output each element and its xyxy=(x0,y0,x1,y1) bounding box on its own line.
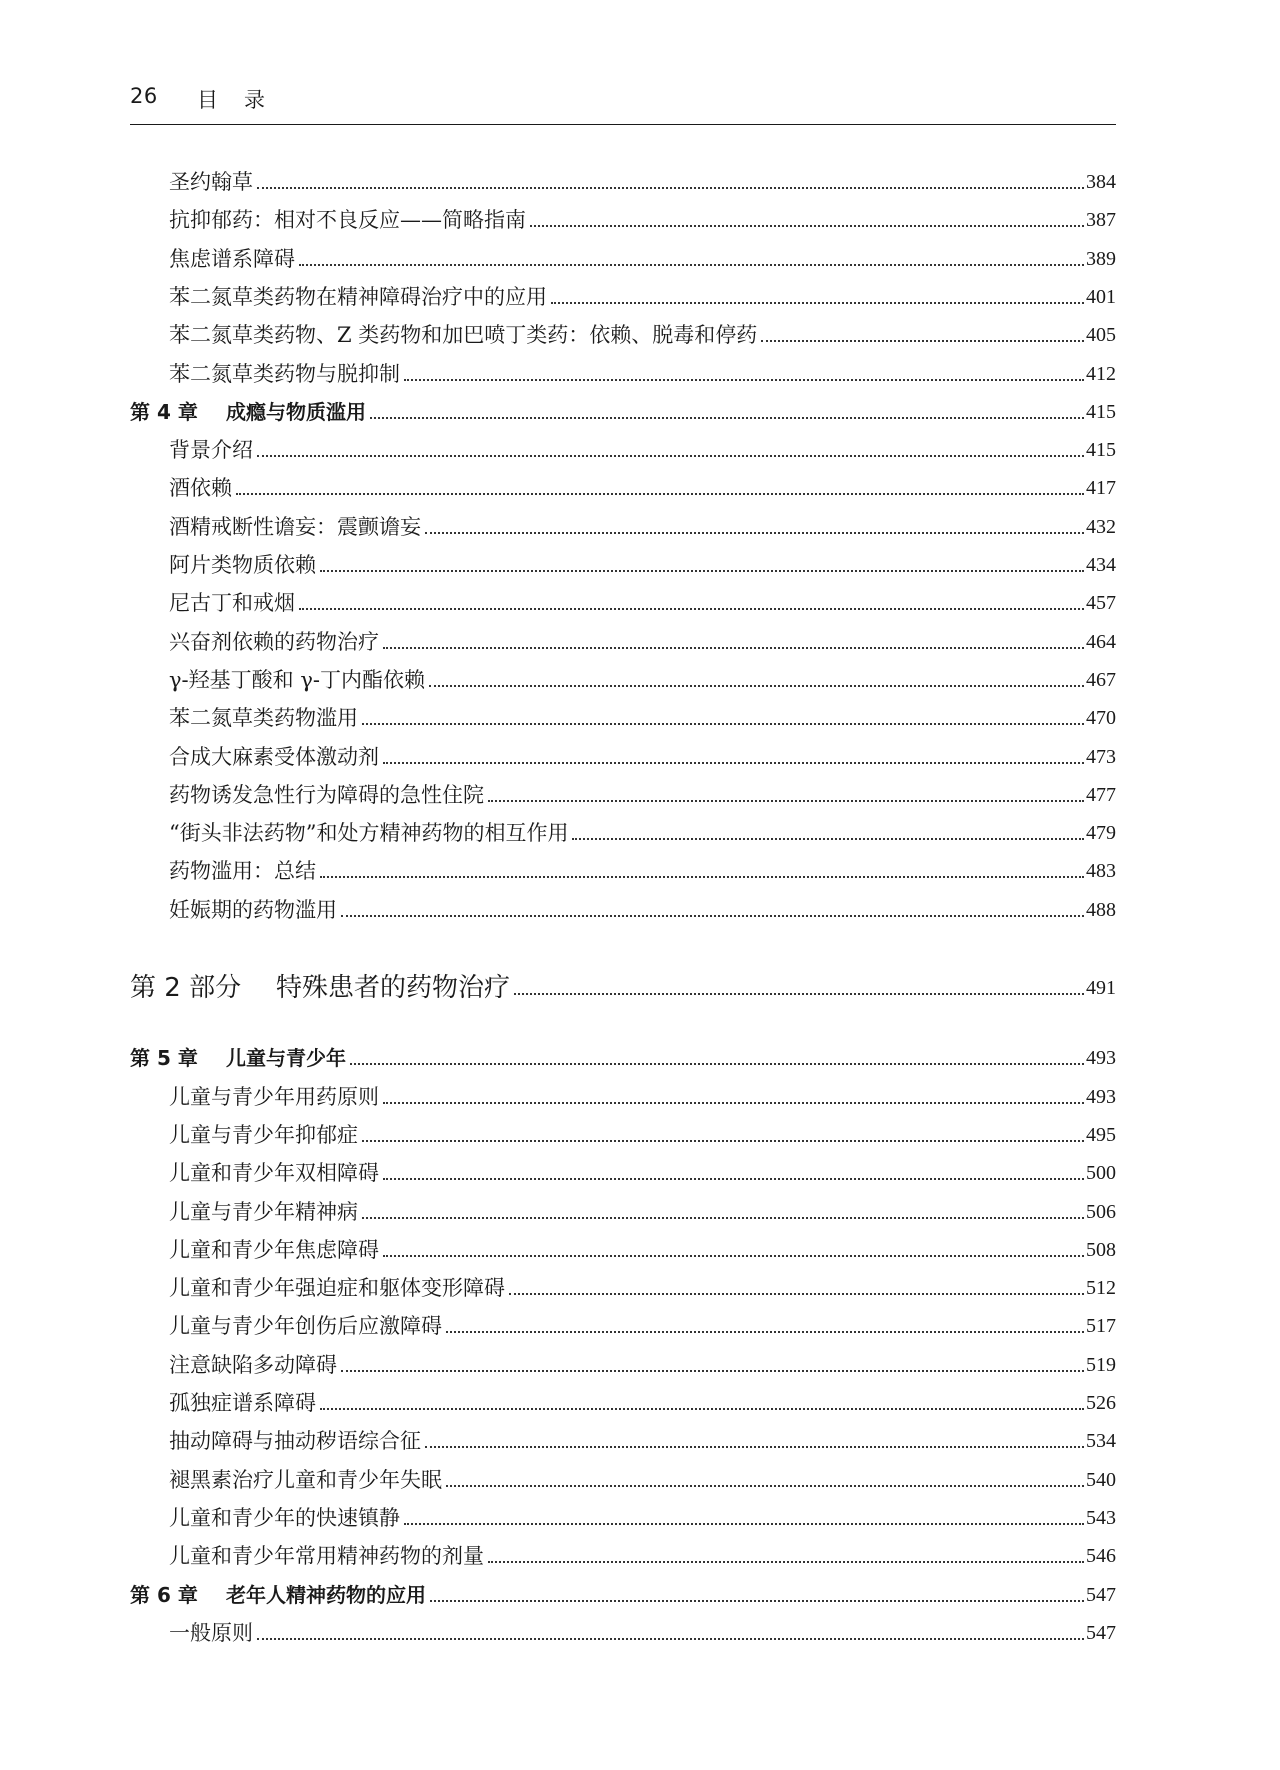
dot-leader xyxy=(761,340,1084,342)
toc-page-number: 473 xyxy=(1086,745,1116,768)
toc-entry-title xyxy=(130,549,316,581)
toc-entry-label: 兴奋剂依赖的药物治疗 xyxy=(169,629,379,654)
toc-section-row[interactable] xyxy=(130,511,1116,543)
toc-page-number: 417 xyxy=(1086,477,1116,500)
toc-section-row[interactable] xyxy=(130,587,1116,619)
toc-entry-label: 药物滥用：总结 xyxy=(169,859,316,884)
toc-page-number: 457 xyxy=(1086,592,1116,615)
toc-page-number: 401 xyxy=(1086,285,1116,308)
toc-entry-label: 背景介绍 xyxy=(169,438,253,463)
dot-leader xyxy=(404,379,1084,381)
toc-entry-title xyxy=(130,204,526,236)
toc-entry-label: 焦虑谱系障碍 xyxy=(169,246,295,271)
toc-page-number: 389 xyxy=(1086,247,1116,270)
toc-section-row[interactable] xyxy=(130,1464,1116,1496)
toc-page-number: 479 xyxy=(1086,822,1116,845)
toc-page-number: 512 xyxy=(1086,1277,1116,1300)
toc-chapter-row[interactable] xyxy=(130,1042,1116,1074)
toc-entry-label: 孤独症谱系障碍 xyxy=(169,1391,316,1415)
toc-section-row[interactable] xyxy=(130,664,1116,696)
toc-page-number: 493 xyxy=(1086,1085,1116,1108)
toc-entry-label: 儿童和青少年强迫症和躯体变形障碍 xyxy=(169,1276,505,1301)
toc-entry-title xyxy=(130,894,337,926)
toc-entry-title xyxy=(130,166,253,198)
toc-section-row[interactable] xyxy=(130,166,1116,198)
toc-entry-label: 老年人精神药物的应用 xyxy=(226,1582,426,1607)
toc-page-number: 495 xyxy=(1086,1123,1116,1146)
dot-leader xyxy=(425,1446,1084,1448)
toc-section-row[interactable] xyxy=(130,358,1116,390)
toc-entry-title xyxy=(130,741,379,773)
toc-page-number: 384 xyxy=(1086,171,1116,193)
toc-page-number: 488 xyxy=(1086,898,1116,921)
toc-section-row[interactable] xyxy=(130,319,1116,351)
toc-entry-label: 苯二氮草类药物、Z 类药物和加巴喷丁类药：依赖、脱毒和停药 xyxy=(169,323,758,348)
toc-entry-label: 抗抑郁药：相对不良反应——简略指南 xyxy=(169,208,526,233)
dot-leader xyxy=(320,1408,1084,1410)
toc-section-row[interactable] xyxy=(130,204,1116,236)
dot-leader xyxy=(362,723,1084,725)
toc-page-number: 540 xyxy=(1086,1468,1116,1491)
toc-entry-title xyxy=(130,1540,484,1572)
toc-section-row[interactable] xyxy=(130,1502,1116,1534)
toc-entry-title xyxy=(130,1464,442,1496)
toc-section-row[interactable] xyxy=(130,434,1116,466)
toc-page-number: 434 xyxy=(1086,554,1116,576)
toc-entry-title xyxy=(130,1196,358,1228)
dot-leader xyxy=(551,302,1084,304)
dot-leader xyxy=(341,915,1084,917)
toc-section-row[interactable] xyxy=(130,626,1116,658)
toc-entry-label: γ-羟基丁酸和 γ-丁内酯依赖 xyxy=(169,667,425,692)
dot-leader xyxy=(514,993,1084,995)
toc-section-row[interactable] xyxy=(130,817,1116,849)
toc-entry-label: 儿童和青少年常用精神药物的剂量 xyxy=(169,1544,484,1569)
toc-entry-label: 儿童与青少年 xyxy=(226,1046,346,1071)
running-head-title: 目录 xyxy=(197,88,291,112)
toc-entry-label: 药物诱发急性行为障碍的急性住院 xyxy=(169,782,484,807)
dot-leader xyxy=(299,608,1084,610)
toc-section-row[interactable] xyxy=(130,1119,1116,1151)
toc-section-row[interactable] xyxy=(130,243,1116,275)
toc-section-row[interactable] xyxy=(130,741,1116,773)
toc-section-row[interactable] xyxy=(130,1425,1116,1457)
toc-entry-label: 特殊患者的药物治疗 xyxy=(276,973,511,1003)
toc-page-number: 493 xyxy=(1086,1047,1116,1070)
toc-part-row[interactable] xyxy=(130,972,1116,1004)
toc-entry-label: 儿童与青少年抑郁症 xyxy=(169,1122,358,1147)
toc-section-row[interactable] xyxy=(130,1157,1116,1189)
toc-entry-label: 儿童和青少年的快速镇静 xyxy=(169,1505,400,1530)
toc-entry-title xyxy=(130,1234,379,1266)
running-head xyxy=(130,84,1116,125)
toc-entry-label: 苯二氮草类药物在精神障碍治疗中的应用 xyxy=(169,284,547,309)
toc-entry-title xyxy=(130,1349,337,1381)
toc-entry-label: 苯二氮草类药物与脱抑制 xyxy=(169,361,400,386)
dot-leader xyxy=(530,225,1084,227)
toc-page-number: 477 xyxy=(1086,783,1116,806)
toc-page-number: 526 xyxy=(1086,1392,1116,1414)
dot-leader xyxy=(362,1217,1084,1219)
toc-page-number: 470 xyxy=(1086,707,1116,730)
dot-leader xyxy=(257,455,1084,457)
toc-page-number: 467 xyxy=(1086,668,1116,691)
toc-page-number: 508 xyxy=(1086,1238,1116,1261)
toc-entry-title xyxy=(130,1081,379,1113)
dot-leader xyxy=(488,800,1084,802)
toc-entry-label: 抽动障碍与抽动秽语综合征 xyxy=(169,1429,421,1454)
toc-entry-title xyxy=(130,779,484,811)
toc-section-row[interactable] xyxy=(130,1272,1116,1304)
toc-page-number: 543 xyxy=(1086,1506,1116,1529)
toc-entry-number: 第 5 章 xyxy=(130,1046,198,1071)
toc-entry-title xyxy=(130,972,510,1004)
toc-entry-label: 酒精戒断性谵妄：震颤谵妄 xyxy=(169,514,421,539)
toc-entry-title xyxy=(130,817,568,849)
dot-leader xyxy=(383,1178,1084,1180)
dot-leader xyxy=(236,493,1084,495)
toc-page-number: 519 xyxy=(1086,1353,1116,1376)
toc-entry-label: 儿童与青少年精神病 xyxy=(169,1199,358,1224)
toc-entry-label: 圣约翰草 xyxy=(169,170,253,194)
dot-leader xyxy=(320,876,1084,878)
toc-page-number: 517 xyxy=(1086,1315,1116,1338)
toc-section-row[interactable] xyxy=(130,1310,1116,1342)
toc-section-row[interactable] xyxy=(130,1349,1116,1381)
toc-entry-title xyxy=(130,511,421,543)
toc-page-number: 415 xyxy=(1086,400,1116,423)
toc-entry-label: 尼古丁和戒烟 xyxy=(169,591,295,616)
toc-page-number: 500 xyxy=(1086,1162,1116,1185)
toc-section-row[interactable] xyxy=(130,549,1116,581)
toc-section-row[interactable] xyxy=(130,1617,1116,1649)
toc-entry-label: 儿童与青少年创伤后应激障碍 xyxy=(169,1314,442,1339)
dot-leader xyxy=(446,1331,1084,1333)
toc-entry-title xyxy=(130,243,295,275)
dot-leader xyxy=(430,1600,1084,1602)
toc-section-row[interactable] xyxy=(130,1234,1116,1266)
toc-page-number: 547 xyxy=(1086,1621,1116,1644)
toc-section-row[interactable] xyxy=(130,281,1116,313)
dot-leader xyxy=(425,532,1084,534)
toc-page-number: 412 xyxy=(1086,362,1116,385)
toc-entry-title xyxy=(130,1119,358,1151)
toc-section-row[interactable] xyxy=(130,1081,1116,1113)
toc-page-number: 506 xyxy=(1086,1200,1116,1223)
toc-page-number: 415 xyxy=(1086,439,1116,462)
toc-entry-number: 第 6 章 xyxy=(130,1582,198,1607)
toc-entry-title xyxy=(130,664,425,696)
toc-entry-title xyxy=(130,319,757,351)
toc-section-row[interactable] xyxy=(130,855,1116,887)
dot-leader xyxy=(370,417,1084,419)
dot-leader xyxy=(509,1293,1084,1295)
toc-entry-label: “街头非法药物”和处方精神药物的相互作用 xyxy=(169,821,569,846)
dot-leader xyxy=(257,187,1084,189)
toc-entry-title xyxy=(130,1272,505,1304)
toc-entry-label: 阿片类物质依赖 xyxy=(169,553,316,577)
dot-leader xyxy=(299,264,1084,266)
dot-leader xyxy=(257,1638,1084,1640)
toc-page-number: 464 xyxy=(1086,630,1116,653)
toc-chapter-row[interactable] xyxy=(130,396,1116,428)
toc-entry-label: 合成大麻素受体激动剂 xyxy=(169,744,379,769)
toc-entry-number: 第 2 部分 xyxy=(130,973,242,1003)
toc-entry-label: 成瘾与物质滥用 xyxy=(226,399,366,424)
toc-entry-label: 注意缺陷多动障碍 xyxy=(169,1352,337,1377)
toc-entry-title xyxy=(130,1502,400,1534)
toc-page-number: 491 xyxy=(1086,977,1116,999)
dot-leader xyxy=(320,570,1084,572)
toc-page-number: 534 xyxy=(1086,1430,1116,1453)
toc-entry-label: 儿童与青少年用药原则 xyxy=(169,1084,379,1109)
toc-entry-label: 一般原则 xyxy=(169,1620,253,1645)
toc-page-number: 405 xyxy=(1086,324,1116,347)
toc-page-number: 547 xyxy=(1086,1583,1116,1606)
dot-leader xyxy=(383,762,1084,764)
toc-entry-title xyxy=(130,702,358,734)
toc-entry-title xyxy=(130,626,379,658)
toc-entry-label: 酒依赖 xyxy=(169,476,232,501)
toc-entry-title xyxy=(130,1617,253,1649)
dot-leader xyxy=(429,685,1084,687)
toc-entry-label: 儿童和青少年双相障碍 xyxy=(169,1161,379,1186)
toc-section-row[interactable] xyxy=(130,894,1116,926)
dot-leader xyxy=(404,1523,1084,1525)
toc-entry-title xyxy=(130,472,232,504)
toc-entry-title xyxy=(130,1310,442,1342)
toc-section-row[interactable] xyxy=(130,1196,1116,1228)
toc-page-number: 432 xyxy=(1086,515,1116,538)
toc-entry-title xyxy=(130,396,366,428)
toc-entry-title xyxy=(130,1425,421,1457)
toc-entry-title xyxy=(130,281,547,313)
toc-section-row[interactable] xyxy=(130,1387,1116,1419)
toc-entry-title xyxy=(130,855,316,887)
toc-section-row[interactable] xyxy=(130,1540,1116,1572)
page-number: 26 xyxy=(130,84,158,108)
toc-entry-label: 苯二氮草类药物滥用 xyxy=(169,706,358,731)
toc-page-number: 546 xyxy=(1086,1545,1116,1568)
toc-entry-label: 妊娠期的药物滥用 xyxy=(169,897,337,922)
toc-entry-title xyxy=(130,434,253,466)
dot-leader xyxy=(383,647,1084,649)
toc-entry-label: 儿童和青少年焦虑障碍 xyxy=(169,1237,379,1262)
toc-section-row[interactable] xyxy=(130,472,1116,504)
toc-entry-title xyxy=(130,1387,316,1419)
dot-leader xyxy=(341,1370,1084,1372)
toc-page-number: 483 xyxy=(1086,860,1116,883)
toc-entry-title xyxy=(130,1042,346,1074)
toc-entry-number: 第 4 章 xyxy=(130,399,198,424)
dot-leader xyxy=(350,1063,1084,1065)
toc-section-row[interactable] xyxy=(130,702,1116,734)
toc-entry-title xyxy=(130,1157,379,1189)
dot-leader xyxy=(362,1140,1084,1142)
toc-entry-title xyxy=(130,587,295,619)
dot-leader xyxy=(488,1561,1084,1563)
toc-chapter-row[interactable] xyxy=(130,1579,1116,1611)
toc-section-row[interactable] xyxy=(130,779,1116,811)
toc-entry-title xyxy=(130,358,400,390)
dot-leader xyxy=(383,1255,1084,1257)
dot-leader xyxy=(572,838,1084,840)
toc-entry-label: 褪黑素治疗儿童和青少年失眠 xyxy=(169,1467,442,1492)
toc-page-number: 387 xyxy=(1086,209,1116,232)
dot-leader xyxy=(383,1102,1084,1104)
toc-entry-title xyxy=(130,1579,426,1611)
dot-leader xyxy=(446,1485,1084,1487)
